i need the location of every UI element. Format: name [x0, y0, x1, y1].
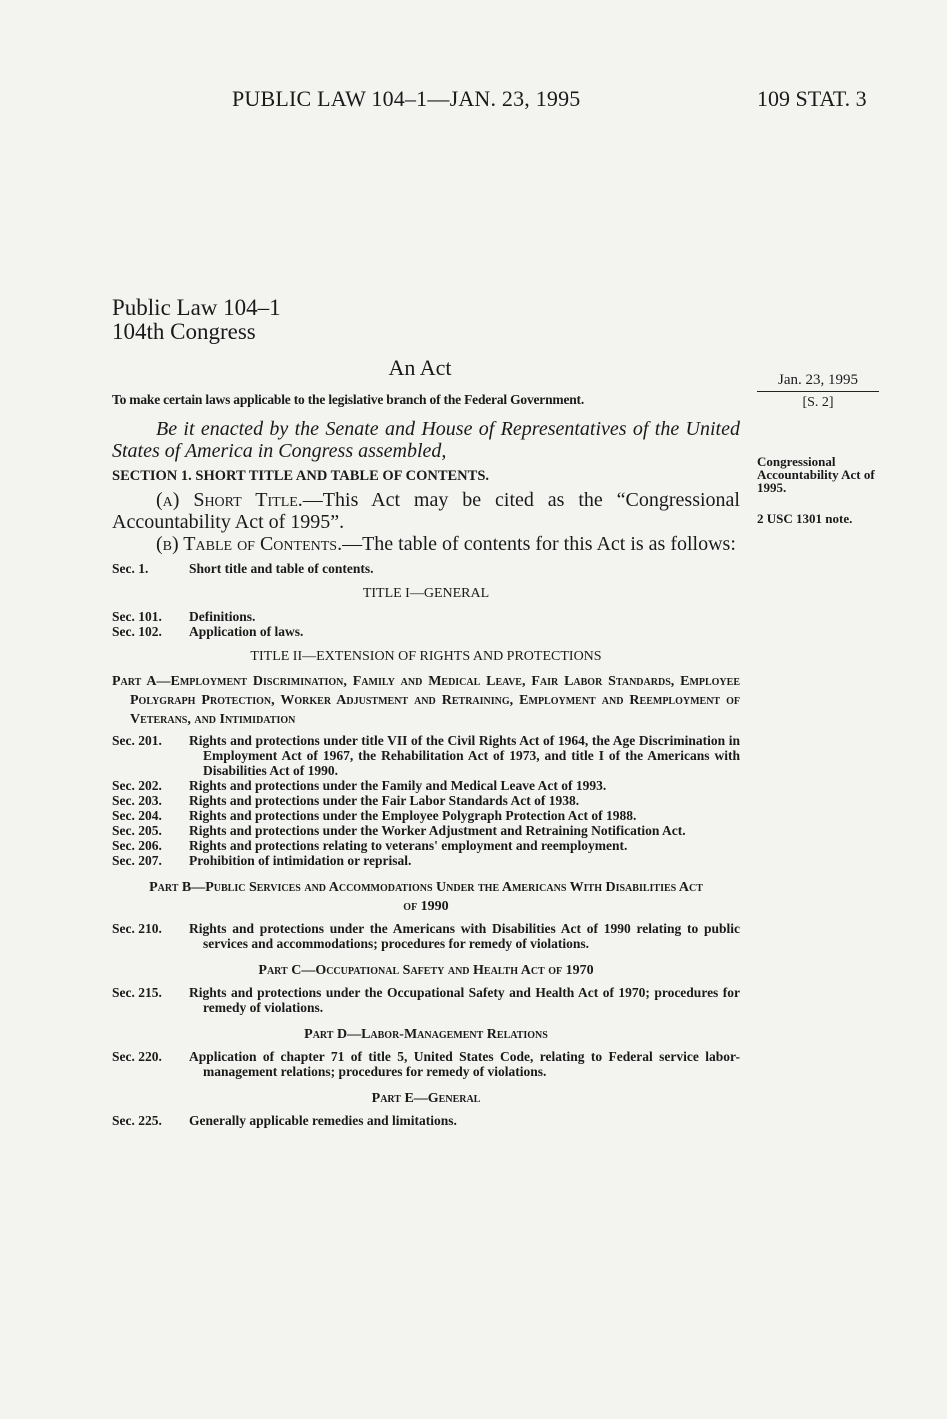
toc-entry-text: Rights and protections under the Employee Polygraph Protection Act of 1988. [189, 808, 637, 823]
enactment-date: Jan. 23, 1995 [757, 372, 879, 392]
law-number: Public Law 104–1 [112, 295, 281, 320]
toc-entry-text: Rights and protections relating to veterans' employment and reemployment. [189, 838, 628, 853]
toc-entry-label: Sec. 203. [112, 793, 162, 808]
toc-entry [112, 838, 740, 853]
toc-entry-text: Definitions. [189, 609, 256, 624]
margin-notes [757, 372, 879, 525]
toc-entry-list [112, 1049, 740, 1079]
toc-entry-label: Sec. 206. [112, 838, 162, 853]
toc-entry [112, 793, 740, 808]
purpose-statement: To make certain laws applicable to the legislative branch of the Federal Government. [112, 392, 585, 407]
toc-entry [112, 823, 740, 838]
part-d-heading: Part D—Labor-Management Relations [304, 1027, 548, 1042]
toc-entry-label: Sec. 101. [112, 609, 162, 624]
toc-entry-label: Sec. 202. [112, 778, 162, 793]
toc-entry [112, 1113, 740, 1128]
toc-entry-label: Sec. 204. [112, 808, 162, 823]
toc-entry-list [112, 733, 740, 868]
toc-entry-label: Sec. 1. [112, 561, 149, 576]
law-identifier [112, 296, 281, 344]
toc-entry [112, 985, 740, 1015]
toc-entry [112, 921, 740, 951]
bill-number: [S. 2] [802, 395, 834, 410]
toc-entry-label: Sec. 210. [112, 921, 162, 936]
toc-entry [112, 733, 740, 778]
toc-entry-text: Rights and protections under the Worker Adjustment and Retraining Notification Act. [189, 823, 686, 838]
section-1-heading: SECTION 1. SHORT TITLE AND TABLE OF CONTENTS. [112, 468, 490, 484]
toc-intro-label: (b) Table of Contents. [156, 533, 343, 555]
toc-entry-text: Application of chapter 71 of title 5, United States Code, relating to Federal service labor-management relations; procedures for remedy of violations. [189, 1049, 740, 1079]
toc-entry-text: Rights and protections under the Americans with Disabilities Act of 1990 relating to public services and accommodations; procedures for remedy of violations. [189, 921, 740, 951]
act-title: An Act [388, 355, 452, 380]
toc-entry-label: Sec. 205. [112, 823, 162, 838]
toc-entry-text: Generally applicable remedies and limitations. [189, 1113, 457, 1128]
toc-entry-list [112, 921, 740, 951]
stat-page-number: 109 STAT. 3 [757, 86, 867, 111]
main-text [112, 392, 740, 1128]
toc-entry-text: Prohibition of intimidation or reprisal. [189, 853, 412, 868]
toc-entry-text: Application of laws. [189, 624, 304, 639]
toc-entry [112, 808, 740, 823]
toc-entry-label: Sec. 225. [112, 1113, 162, 1128]
short-title-paragraph [112, 489, 740, 533]
toc-entry-text: Short title and table of contents. [189, 561, 374, 576]
part-b-heading: Part B—Public Services and Accommodations Under the Americans With Disabilities Act of 1990 [149, 880, 703, 914]
usc-note: 2 USC 1301 note. [757, 511, 853, 526]
toc-entry-label: Sec. 215. [112, 985, 162, 1000]
title-1-heading: TITLE I—GENERAL [362, 586, 490, 601]
short-title-label: (a) Short Title. [156, 489, 303, 511]
toc-intro-text: —The table of contents for this Act is as follows: [342, 533, 736, 555]
toc-entry [112, 778, 740, 793]
toc-entry-text: Rights and protections under the Fair Labor Standards Act of 1938. [189, 793, 580, 808]
toc-entry-list [112, 985, 740, 1015]
short-title-note: Congressional Accountability Act of 1995. [757, 454, 875, 495]
table-of-contents [112, 561, 740, 1128]
title-2-heading: TITLE II—EXTENSION OF RIGHTS AND PROTECTIONS [250, 649, 602, 664]
running-head: PUBLIC LAW 104–1—JAN. 23, 1995 [232, 86, 581, 111]
toc-entry [112, 624, 740, 639]
enacting-clause: Be it enacted by the Senate and House of Representatives of the United States of America in Congress assembled, [112, 418, 740, 462]
toc-entry-label: Sec. 207. [112, 853, 162, 868]
toc-entry-label: Sec. 201. [112, 733, 162, 748]
part-e-heading: Part E—General [371, 1091, 481, 1106]
toc-entry [112, 609, 740, 624]
congress: 104th Congress [112, 319, 256, 344]
toc-entry-text: Rights and protections under the Occupational Safety and Health Act of 1970; procedures for remedy of violations. [189, 985, 740, 1015]
toc-entry [112, 1049, 740, 1079]
toc-intro-paragraph [112, 533, 740, 555]
part-c-heading: Part C—Occupational Safety and Health Act of 1970 [258, 963, 594, 978]
toc-entry-label: Sec. 220. [112, 1049, 162, 1064]
toc-entry-list [112, 1113, 740, 1128]
toc-entry-label: Sec. 102. [112, 624, 162, 639]
toc-entry [112, 853, 740, 868]
toc-entry [112, 561, 740, 576]
part-a-heading: Part A—Employment Discrimination, Family and Medical Leave, Fair Labor Standards, Employee Polygraph Protection, Worker Adjustment and Retraining, Employment and Reemployment of Veterans, and Intimidation [112, 674, 740, 727]
short-title-text: —This Act may be cited as the “Congressional Accountability Act of 1995”. [112, 489, 740, 533]
toc-entry-text: Rights and protections under the Family and Medical Leave Act of 1993. [189, 778, 607, 793]
toc-entry-text: Rights and protections under title VII of the Civil Rights Act of 1964, the Age Discrimination in Employment Act of 1967, the Rehabilitation Act of 1973, and title I of the Americans with Disabilities Act of 1990. [189, 733, 740, 778]
toc-entry-list [112, 609, 740, 639]
